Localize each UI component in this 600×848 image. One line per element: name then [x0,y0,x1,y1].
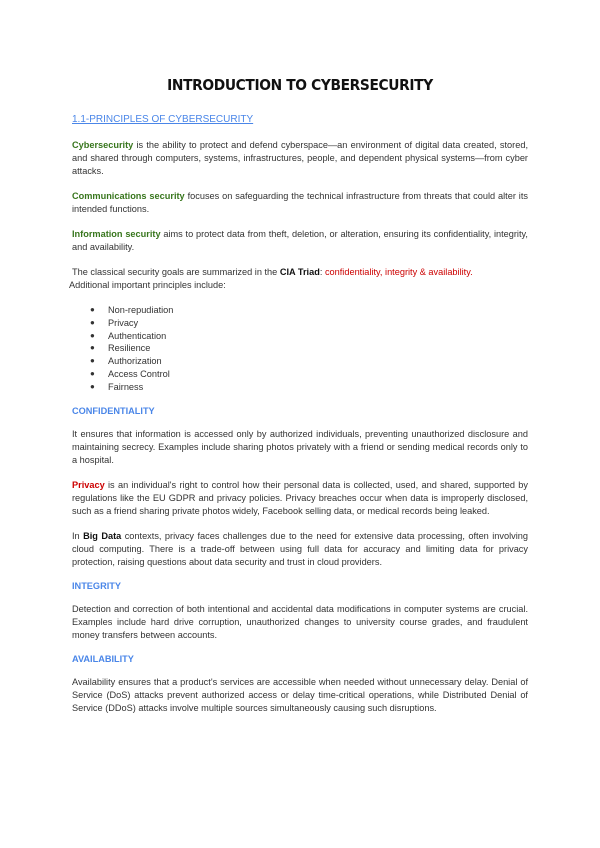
list-item-label: Access Control [108,368,170,379]
document-title: INTRODUCTION TO CYBERSECURITY [167,76,433,94]
paragraph-big-data [72,530,528,569]
paragraph-privacy [72,479,528,518]
term-cybersecurity: Cybersecurity [72,140,134,150]
heading-integrity: INTEGRITY [72,580,122,591]
list-item [90,317,528,330]
paragraph-text: focuses on safeguarding the technical infrastructure from threats that could alter its intended functions. [72,191,528,214]
list-item-label: Authorization [108,356,162,367]
paragraph-text: is an individual's right to control how their personal data is collected, used, and shared, supported by regulations like the EU GDPR and privacy policies. Privacy breaches occur when data is improperly disclosed, such as a friend sharing private photos widely, Facebook selling data, or medical records being leaked. [72,479,528,516]
heading-confidentiality: CONFIDENTIALITY [72,405,155,416]
list-item-label: Fairness [108,381,144,392]
paragraph-communications-security [72,190,528,216]
bullet-icon: ● [90,356,95,366]
bullet-icon: ● [90,305,95,314]
paragraph-integrity: Detection and correction of both intentional and accidental data modifications in computer systems are crucial. Examples include hard drive corruption, unauthorized changes to university course grades, and fraudulent money transfers between accounts. [72,603,528,640]
bullet-icon: ● [90,368,95,378]
paragraph-text: aims to protect data from theft, deletion, or alteration, ensuring its confidentiality, integrity, and availability. [72,229,528,252]
term-big-data: Big Data [83,530,122,541]
cia-goals: confidentiality, integrity & availability. [324,267,473,277]
list-item [90,304,528,317]
bullet-icon: ● [90,343,95,353]
term-communications-security: Communications security [72,191,185,201]
paragraph-text: Additional important principles include: [69,280,226,290]
bullet-icon: ● [90,381,95,391]
list-item-label: Resilience [108,343,151,354]
list-item-label: Privacy [108,317,139,328]
list-item-label: Authentication [108,330,167,341]
colon: : [319,267,325,277]
paragraph-text: is the ability to protect and defend cyberspace—an environment of digital data created, stored, and shared through computers, systems, infrastructures, people, and dependent physical systems—from cyber attacks. [72,140,528,176]
paragraph-availability: Availability ensures that a product's services are accessible when needed without unnecessary delay. Denial of Service (DoS) attacks prevent authorized access or delay time-critical operations, while Distributed Denial of Service (DDoS) attacks involve multiple sources simultaneously causing such disruptions. [72,676,528,713]
list-item [90,342,528,355]
paragraph-cia-triad [69,266,528,292]
paragraph-text: The classical security goals are summarized in the [72,267,280,277]
bullet-icon: ● [90,317,95,327]
term-privacy: Privacy [72,479,105,490]
principles-list [72,304,528,394]
term-cia-triad: CIA Triad [279,267,320,277]
paragraph-information-security [72,228,528,254]
paragraph-text: contexts, privacy faces challenges due to the need for extensive data processing, often involving cloud computing. There is a trade-off between using full data for accuracy and limiting data for privacy protection, raising questions about data security and trust in cloud providers. [72,530,528,567]
list-item [90,355,528,368]
section-heading-principles: 1.1-PRINCIPLES OF CYBERSECURITY [72,114,254,125]
list-item [90,330,528,343]
list-item [90,368,528,381]
heading-availability: AVAILABILITY [72,653,134,664]
list-item-label: Non-repudiation [108,305,174,315]
list-item [90,381,528,394]
term-information-security: Information security [72,229,161,239]
paragraph-confidentiality: It ensures that information is accessed only by authorized individuals, preventing unauthorized disclosure and maintaining secrecy. Examples include sharing photos privately with a friend or sending medical records only to a hospital. [72,428,528,465]
paragraph-text: In [72,530,84,541]
paragraph-cybersecurity [72,139,528,178]
bullet-icon: ● [90,330,95,340]
